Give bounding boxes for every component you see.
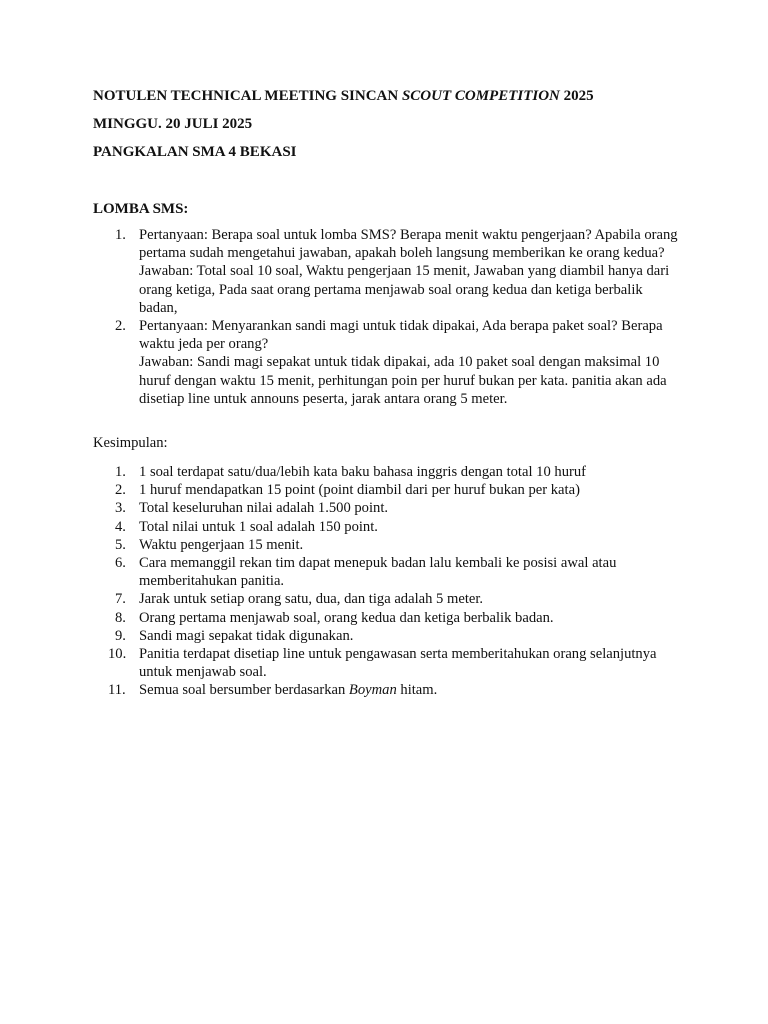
list-item-text-prefix: Semua soal bersumber berdasarkan (139, 682, 349, 699)
list-item-text: Sandi magi sepakat tidak digunakan. (139, 627, 354, 644)
list-item-text: 1 soal terdapat satu/dua/lebih kata baku bahasa inggris dengan total 10 huruf (139, 464, 587, 480)
answer-text: Jawaban: Total soal 10 soal, Waktu pengerjaan 15 menit, Jawaban yang diambil hanya dari orang ketiga, Pada saat orang pertama menjawab soal orang kedua dan ketiga berbalik badan, (139, 263, 670, 316)
list-number: 11. (108, 682, 126, 699)
list-item-text-italic: Boyman (348, 682, 397, 699)
list-number: 5. (115, 536, 126, 553)
list-item (93, 609, 683, 627)
list-item (93, 645, 683, 681)
qa-item (93, 317, 683, 408)
header-title-italic: SCOUT COMPETITION (401, 88, 560, 104)
kesimpulan-label: Kesimpulan: (93, 435, 168, 451)
list-item (93, 481, 683, 499)
list-number: 8. (115, 609, 126, 626)
question-text: Pertanyaan: Menyarankan sandi magi untuk tidak dipakai, Ada berapa paket soal? Berapa waktu jeda per orang? (139, 318, 663, 353)
header-title-suffix: 2025 (559, 88, 594, 104)
list-number: 2. (115, 482, 126, 499)
list-number: 6. (115, 555, 126, 572)
list-item-text: Total keseluruhan nilai adalah 1.500 point. (139, 500, 389, 517)
list-number: 2. (115, 318, 126, 335)
question-text: Pertanyaan: Berapa soal untuk lomba SMS? Berapa menit waktu pengerjaan? Apabila orang pertama sudah mengetahui jawaban, apakah boleh langsung memberikan ke orang kedua? (139, 227, 678, 262)
header-date: MINGGU. 20 JULI 2025 (93, 116, 253, 132)
header-title (93, 86, 713, 106)
list-number: 3. (115, 500, 126, 517)
list-item (93, 554, 683, 590)
list-number: 4. (115, 518, 126, 535)
header-title-prefix: NOTULEN TECHNICAL MEETING SINCAN (93, 88, 402, 104)
list-item-text: Total nilai untuk 1 soal adalah 150 point. (139, 518, 378, 535)
list-item (93, 499, 683, 517)
list-item-text: Panitia terdapat disetiap line untuk pengawasan serta memberitahukan orang selanjutnya untuk menjawab soal. (139, 646, 657, 681)
section-title: LOMBA SMS: (93, 201, 189, 217)
list-number: 10. (108, 646, 127, 663)
header-location: PANGKALAN SMA 4 BEKASI (93, 144, 297, 160)
kesimpulan-list (93, 463, 683, 700)
list-item (93, 627, 683, 645)
list-item (93, 518, 683, 536)
list-item-text: Jarak untuk setiap orang satu, dua, dan tiga adalah 5 meter. (139, 591, 484, 608)
list-item-text: Orang pertama menjawab soal, orang kedua dan ketiga berbalik badan. (139, 609, 554, 626)
list-number: 9. (115, 627, 126, 644)
list-number: 1. (115, 464, 126, 480)
list-item (93, 463, 683, 481)
document-header (93, 86, 713, 170)
list-item (93, 536, 683, 554)
list-number: 1. (115, 227, 126, 243)
list-item-text: 1 huruf mendapatkan 15 point (point diambil dari per huruf bukan per kata) (139, 482, 580, 499)
list-item-text: Cara memanggil rekan tim dapat menepuk badan lalu kembali ke posisi awal atau memberitahukan panitia. (139, 555, 617, 590)
qa-list (93, 226, 683, 408)
answer-text: Jawaban: Sandi magi sepakat untuk tidak dipakai, ada 10 paket soal dengan maksimal 10 huruf dengan waktu 15 menit, perhitungan poin per huruf bukan per kata. panitia akan ada disetiap line untuk announs peserta, jarak antara orang 5 meter. (139, 354, 667, 407)
list-item-text: Waktu pengerjaan 15 menit. (139, 536, 304, 553)
list-number: 7. (115, 591, 126, 608)
qa-item (93, 226, 683, 317)
list-item (93, 590, 683, 608)
list-item-text-suffix: hitam. (396, 682, 438, 699)
list-item (93, 681, 683, 699)
